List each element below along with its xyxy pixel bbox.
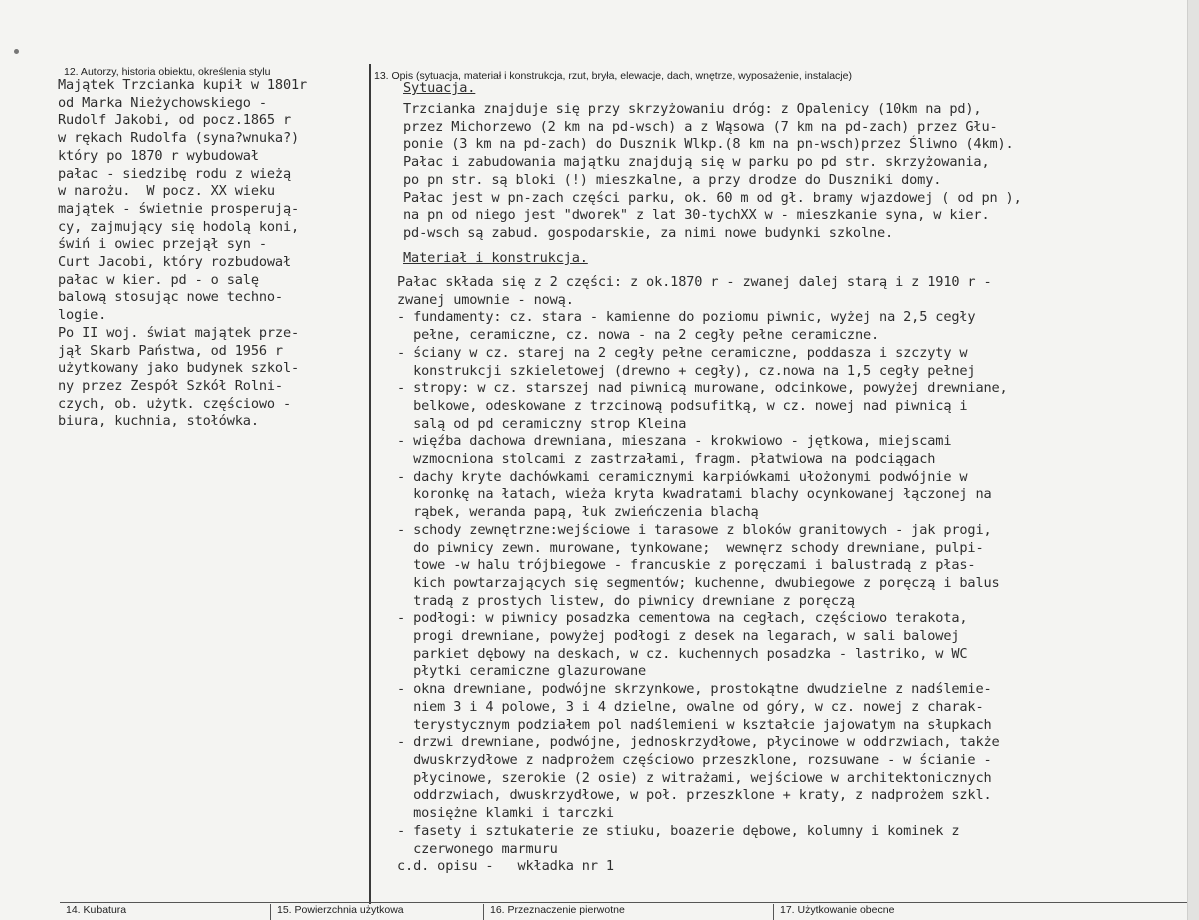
history-line: cy, zajmujący się hodolą koni, — [58, 218, 300, 235]
material-line: - schody zewnętrzne:wejściowe i tarasowe z bloków granitowych - jak progi, — [397, 521, 992, 538]
material-line: - ściany w cz. starej na 2 cegły pełne ceramiczne, poddasza i szczyty w — [397, 344, 968, 361]
history-line: Majątek Trzcianka kupił w 1801r — [58, 77, 308, 93]
card-edge — [1187, 0, 1199, 920]
material-line: tradą z prostych listew, do piwnicy drewniane z poręczą — [397, 592, 855, 609]
field-13-header: 13. Opis (sytuacja, materiał i konstrukcja, rzut, bryła, elewacje, dach, wnętrze, wyposażenie, instalacje) — [374, 70, 852, 82]
material-line: - stropy: w cz. starszej nad piwnicą murowane, odcinkowe, powyżej drewniane, — [397, 380, 1008, 397]
material-line: do piwnicy zewn. murowane, tynkowane; wewnęrz schody drewniane, pulpi- — [397, 539, 984, 556]
material-line: parkiet dębowy na deskach, w cz. kuchennych posadzka - lastriko, w WC — [397, 645, 968, 662]
history-line: pałac - siedzibę rodu z wieżą — [58, 165, 291, 182]
material-line: płytki ceramiczne glazurowane — [397, 663, 647, 680]
history-line: pałac w kier. pd - o salę — [58, 271, 259, 288]
material-line: - okna drewniane, podwójne skrzynkowe, prostokątne dwudzielne z nadślemie- — [397, 681, 992, 698]
material-line: zwanej umownie - nową. — [397, 291, 574, 308]
history-line: balową stosując nowe techno- — [58, 289, 283, 306]
material-line: pełne, ceramiczne, cz. nowa - na 2 cegły pełne ceramiczne. — [397, 327, 880, 344]
material-line: belkowe, odeskowane z trzcinową podsufitką, w cz. nowej nad piwnicą i — [397, 397, 968, 414]
material-line: mosiężne klamki i tarczki — [397, 805, 614, 822]
material-line: koronkę na łatach, wieża kryta kwadratami blachy ocynkowanej łączonej na — [397, 486, 992, 503]
material-line: dwuskrzydłowe z nadprożem częściowo przeszklone, rozsuwane - w ścianie - — [397, 751, 992, 768]
material-line: Pałac składa się z 2 części: z ok.1870 r - zwanej dalej starą i z 1910 r - — [397, 274, 992, 290]
history-line: w narożu. W pocz. XX wieku — [58, 183, 275, 200]
history-line: Rudolf Jakobi, od pocz.1865 r — [58, 112, 291, 129]
situation-line: na pn od niego jest "dworek" z lat 30-tychXX w - mieszkanie syna, w kier. — [403, 207, 990, 224]
situation-line: po pn str. są bloki (!) mieszkalne, a przy drodze do Duszniki domy. — [403, 171, 942, 188]
history-line: majątek - świetnie prosperują- — [58, 200, 300, 217]
history-line: użytkowany jako budynek szkol- — [58, 360, 300, 377]
history-line: ny przez Zespół Szkół Rolni- — [58, 377, 283, 394]
field-16-original-purpose: 16. Przeznaczenie pierwotne — [483, 904, 773, 920]
material-line: - fundamenty: cz. stara - kamienne do poziomu piwnic, wyżej na 2,5 cegły — [397, 309, 976, 326]
punch-hole — [14, 49, 19, 54]
material-line: salą od pd ceramiczny strop Kleina — [397, 415, 687, 432]
material-line: - fasety i sztukaterie ze stiuku, boazerie dębowe, kolumny i kominek z — [397, 822, 960, 839]
section-situation-title: Sytuacja. — [403, 80, 476, 96]
situation-line: ponie (3 km na pd-zach) do Dusznik Wlkp.(8 km na pn-wsch)przez Śliwno (4km). — [403, 136, 1014, 153]
material-text — [397, 274, 1008, 876]
field-17-current-use: 17. Użytkowanie obecne — [773, 904, 1187, 920]
situation-text — [403, 101, 1022, 243]
bottom-divider — [60, 902, 1187, 903]
field-14-volume: 14. Kubatura — [66, 904, 127, 916]
material-line: niem 3 i 4 polowe, 3 i 4 dzielne, owalne od góry, w cz. nowej z charak- — [397, 698, 984, 715]
history-line: Curt Jacobi, który rozbudował — [58, 254, 291, 271]
material-line: czerwonego marmuru — [397, 840, 558, 857]
field-12-header: 12. Autorzy, historia obiektu, określenia stylu — [64, 66, 271, 78]
history-line: logie. — [58, 307, 107, 324]
material-line: wzmocniona stolcami z zastrzałami, fragm. płatwiowa na podciągach — [397, 451, 936, 468]
field-15-usable-area: 15. Powierzchnia użytkowa — [270, 904, 483, 920]
section-material-title: Materiał i konstrukcja. — [403, 250, 588, 266]
history-line: świń i owiec przejął syn - — [58, 236, 267, 253]
history-line: który po 1870 r wybudował — [58, 147, 259, 164]
situation-line: przez Michorzewo (2 km na pd-wsch) a z Wąsowa (7 km na pd-zach) przez Głu- — [403, 118, 998, 135]
material-line: oddrzwiach, dwuskrzydłowe, w poł. przeszklone + kraty, z nadprożem szkl. — [397, 787, 992, 804]
history-line: w rękach Rudolfa (syna?wnuka?) — [58, 130, 300, 147]
situation-line: Pałac jest w pn-zach części parku, ok. 60 m od gł. bramy wjazdowej ( od pn ), — [403, 189, 1022, 206]
history-line: czych, ob. użytk. częściowo - — [58, 395, 291, 412]
material-line: rąbek, weranda papą, łuk zwieńczenia blachą — [397, 504, 759, 521]
material-line: c.d. opisu - wkładka nr 1 — [397, 858, 614, 875]
material-line: progi drewniane, powyżej podłogi z desek na legarach, w sali balowej — [397, 628, 960, 645]
situation-line: Trzcianka znajduje się przy skrzyżowaniu dróg: z Opalenicy (10km na pd), — [403, 101, 982, 117]
material-line: - więźba dachowa drewniana, mieszana - krokwiowo - jętkowa, miejscami — [397, 433, 952, 450]
history-line: biura, kuchnia, stołówka. — [58, 413, 259, 430]
situation-line: pd-wsch są zabud. gospodarskie, za nimi nowe budynki szkolne. — [403, 224, 894, 241]
material-line: kich powtarzających się segmentów; kuchenne, dwubiegowe z poręczą i balus — [397, 574, 1000, 591]
material-line: - dachy kryte dachówkami ceramicznymi karpiówkami ułożonymi podwójnie w — [397, 468, 968, 485]
material-line: - drzwi drewniane, podwójne, jednoskrzydłowe, płycinowe w oddrzwiach, także — [397, 734, 1000, 751]
history-line: jął Skarb Państwa, od 1956 r — [58, 342, 283, 359]
history-line: Po II woj. świat majątek prze- — [58, 324, 300, 341]
material-line: płycinowe, szerokie (2 osie) z witrażami, wejściowe w architektonicznych — [397, 769, 992, 786]
material-line: terystycznym podziałem pol nadślemieni w kształcie jajowatym na słupkach — [397, 716, 992, 733]
material-line: konstrukcji szkieletowej (drewno + cegły), cz.nowa na 1,5 cegły pełnej — [397, 362, 976, 379]
situation-line: Pałac i zabudowania majątku znajdują się w parku po pd str. skrzyżowania, — [403, 154, 990, 171]
column-divider — [369, 64, 371, 904]
history-text — [58, 77, 307, 431]
material-line: - podłogi: w piwnicy posadzka cementowa na cegłach, częściowo terakota, — [397, 610, 968, 627]
history-line: od Marka Nieżychowskiego - — [58, 94, 267, 111]
material-line: towe -w halu trójbiegowe - francuskie z poręczami i balustradą z płas- — [397, 557, 976, 574]
